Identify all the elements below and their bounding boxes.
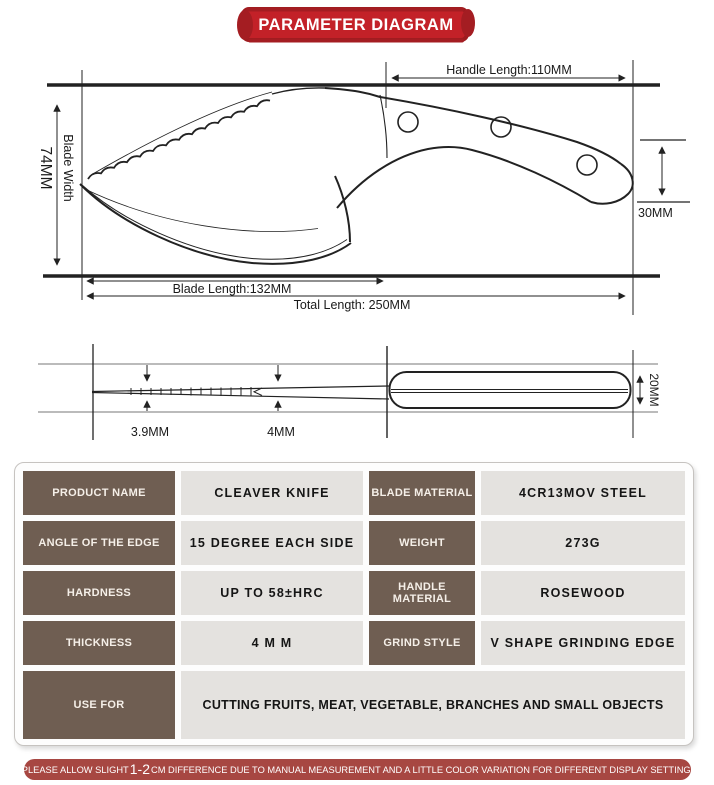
measurement-disclaimer bbox=[21, 759, 694, 780]
serrated-spine bbox=[88, 100, 270, 179]
handle-top-edge bbox=[325, 88, 621, 164]
spec-label-handle-material: HANDLE MATERIAL bbox=[369, 571, 475, 615]
disclaimer-prefix: PLEASE ALLOW SLIGHT bbox=[21, 764, 129, 775]
blade-width-label: Blade Width bbox=[61, 134, 75, 202]
spec-value-angle-of-edge: 15 DEGREE EACH SIDE bbox=[181, 521, 363, 565]
handle-rivet-hole-3 bbox=[577, 155, 597, 175]
handle-bottom-edge bbox=[337, 147, 591, 208]
spine-cap bbox=[272, 88, 325, 94]
spec-value-hardness: UP TO 58±HRC bbox=[181, 571, 363, 615]
spec-table bbox=[14, 462, 694, 746]
spec-value-thickness: 4 M M bbox=[181, 621, 363, 665]
spec-label-hardness: HARDNESS bbox=[23, 571, 175, 615]
knife-top-view bbox=[43, 60, 660, 315]
badge-title: PARAMETER DIAGRAM bbox=[258, 15, 454, 34]
spec-value-blade-material: 4CR13MOV STEEL bbox=[481, 471, 685, 515]
disclaimer-highlight: 1-2 bbox=[129, 761, 150, 777]
spec-label-blade-material: BLADE MATERIAL bbox=[369, 471, 475, 515]
blade-length-label: Blade Length:132MM bbox=[172, 282, 292, 296]
spine-thickness-right-label: 4MM bbox=[267, 425, 295, 439]
handle-height-label: 30MM bbox=[638, 206, 673, 220]
profile-taper-arrow-mark bbox=[254, 388, 262, 396]
spec-label-thickness: THICKNESS bbox=[23, 621, 175, 665]
handle-rivet-hole-2 bbox=[491, 117, 511, 137]
spec-label-angle-of-edge: ANGLE OF THE EDGE bbox=[23, 521, 175, 565]
cutting-edge-outer bbox=[80, 184, 351, 264]
spec-label-weight: WEIGHT bbox=[369, 521, 475, 565]
disclaimer-suffix: CM DIFFERENCE DUE TO MANUAL MEASUREMENT AND A LITTLE COLOR VARIATION FOR DIFFERENT DISPLAY SETTING. bbox=[150, 764, 694, 775]
handle-butt bbox=[591, 164, 633, 204]
top-view-dimensions bbox=[57, 78, 690, 296]
handle-thickness-label: 20MM bbox=[647, 373, 661, 407]
spec-value-use-for: CUTTING FRUITS, MEAT, VEGETABLE, BRANCHES AND SMALL OBJECTS bbox=[181, 671, 685, 739]
handle-length-label: Handle Length:110MM bbox=[446, 63, 572, 77]
spec-label-grind-style: GRIND STYLE bbox=[369, 621, 475, 665]
spec-label-use-for: USE FOR bbox=[23, 671, 175, 739]
spec-value-grind-style: V SHAPE GRINDING EDGE bbox=[481, 621, 685, 665]
spec-value-handle-material: ROSEWOOD bbox=[481, 571, 685, 615]
grind-line bbox=[85, 189, 318, 232]
blade-back-edge bbox=[335, 176, 350, 242]
spine-thickness-left-label: 3.9MM bbox=[130, 425, 170, 439]
total-length-label: Total Length: 250MM bbox=[293, 298, 411, 312]
spec-label-product-name: PRODUCT NAME bbox=[23, 471, 175, 515]
parameter-diagram-badge bbox=[236, 6, 476, 46]
blade-width-value: 74MM bbox=[37, 146, 54, 190]
knife-technical-diagram bbox=[0, 50, 714, 460]
handle-rivet-hole-1 bbox=[398, 112, 418, 132]
cutting-edge-inner bbox=[82, 185, 347, 259]
spec-value-weight: 273G bbox=[481, 521, 685, 565]
spec-value-product-name: CLEAVER KNIFE bbox=[181, 471, 363, 515]
